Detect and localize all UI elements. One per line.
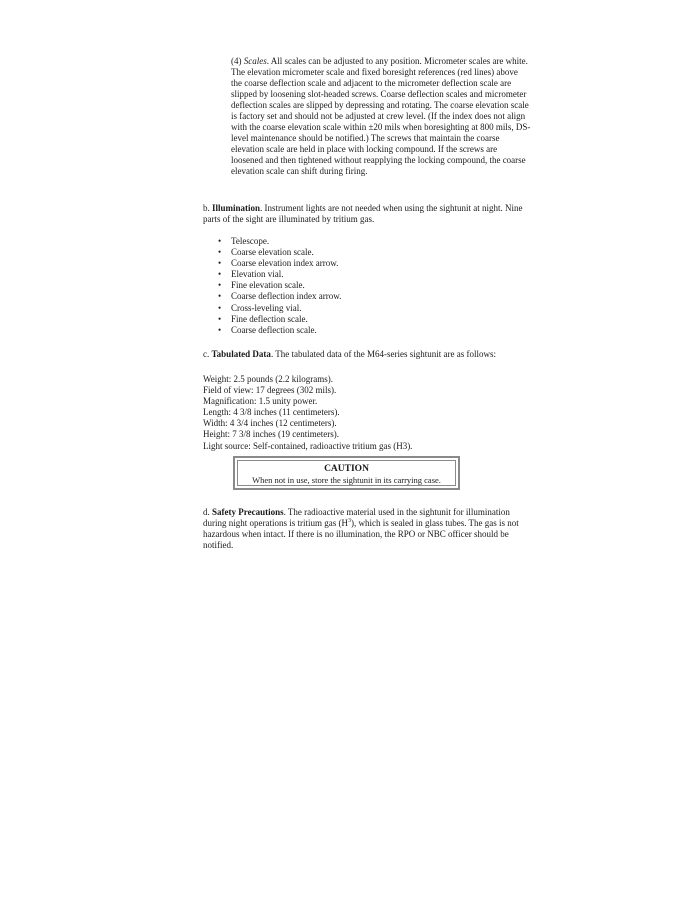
list-item: • Coarse deflection scale. — [218, 325, 518, 336]
illumination-heading: Illumination — [212, 203, 261, 213]
caution-title: CAUTION — [324, 464, 369, 474]
safety-prefix: d. — [203, 507, 212, 517]
scales-number: (4) — [231, 56, 244, 66]
spec-line: Magnification: 1.5 unity power. — [203, 396, 318, 407]
safety-text-before: . The radioactive material used in the sightunit for illumination during night operations is tritium gas (H — [203, 507, 510, 528]
list-item: • Cross-leveling vial. — [218, 303, 518, 314]
spec-line: Length: 4 3/8 inches (11 centimeters). — [203, 407, 340, 418]
list-item: • Fine deflection scale. — [218, 314, 518, 325]
list-item: • Elevation vial. — [218, 269, 518, 280]
spec-line: Field of view: 17 degrees (302 mils). — [203, 385, 337, 396]
safety-paragraph — [203, 507, 523, 551]
caution-inner-frame — [237, 460, 456, 486]
caution-box — [233, 456, 460, 490]
tabulated-heading: Tabulated Data — [211, 349, 271, 359]
tabulated-prefix: c. — [203, 349, 212, 359]
list-item: • Coarse elevation scale. — [218, 247, 518, 258]
spec-line: Light source: Self-contained, radioactive tritium gas (H3). — [203, 440, 413, 451]
spec-line: Height: 7 3/8 inches (19 centimeters). — [203, 429, 339, 440]
spec-line: Width: 4 3/4 inches (12 centimeters). — [203, 418, 337, 429]
scales-paragraph — [231, 56, 531, 177]
list-item: • Telescope. — [218, 236, 518, 247]
caution-text: When not in use, store the sightunit in its carrying case. — [252, 475, 441, 485]
scales-heading: Scales — [243, 56, 267, 66]
list-item: • Fine elevation scale. — [218, 280, 518, 291]
superscript: 3 — [347, 518, 351, 524]
list-item: • Coarse elevation index arrow. — [218, 258, 518, 269]
safety-heading: Safety Precautions — [212, 507, 284, 517]
illumination-prefix: b. — [203, 203, 212, 213]
scales-text: . All scales can be adjusted to any position. Micrometer scales are white. The elevation micrometer scale and fixed boresight references (red lines) above the coarse deflection scale and adjacent to the micrometer deflection scale are slipped by loosening slot-headed screws. Coarse deflection scales and micrometer deflection scales are slipped by depressing and rotating. The coarse elevation scale is factory set and should not be adjusted at crew level. (If the index does not align with the coarse elevation scale within ±20 mils when boresighting at 800 mils, DS-level maintenance should be notified.) The screws that maintain the coarse elevation scale are held in place with locking compound. If the screws are loosened and then tightened without reapplying the locking compound, the coarse elevation scale can shift during firing. — [231, 56, 531, 176]
safety-text-after: ), which is sealed in glass tubes. The gas is not hazardous when intact. If there is no illumination, the RPO or NBC officer should be notified. — [203, 518, 519, 550]
tabulated-data-paragraph — [203, 349, 533, 360]
tabulated-text: . The tabulated data of the M64-series sightunit are as follows: — [270, 349, 496, 359]
illumination-paragraph — [203, 203, 533, 225]
spec-line: Weight: 2.5 pounds (2.2 kilograms). — [203, 374, 334, 384]
illuminated-parts-list — [218, 236, 518, 336]
specs-list — [203, 374, 533, 452]
illumination-text: . Instrument lights are not needed when using the sightunit at night. Nine parts of the sight are illuminated by tritium gas. — [203, 203, 523, 224]
list-item: • Coarse deflection index arrow. — [218, 291, 518, 302]
